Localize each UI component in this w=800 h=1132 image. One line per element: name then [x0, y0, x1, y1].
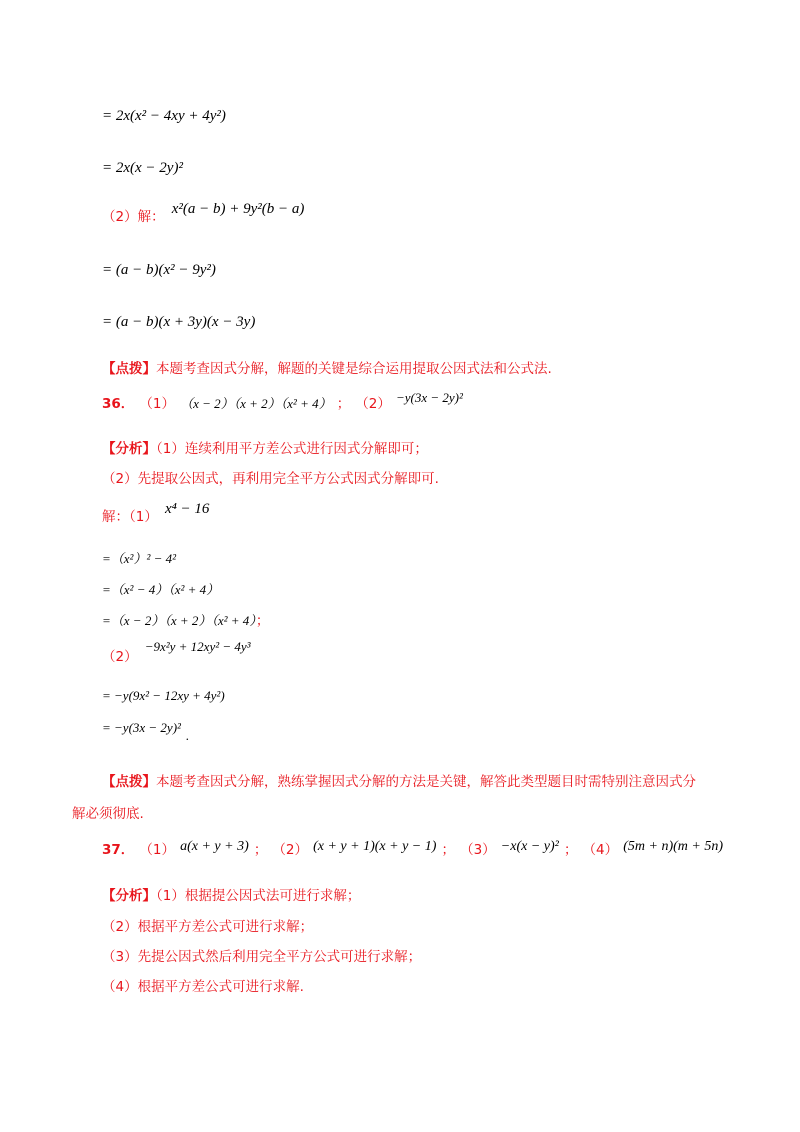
separator: ；: [255, 613, 270, 629]
part-label: （2）: [272, 842, 309, 858]
tip-tag: 【点拨】: [102, 361, 156, 377]
separator: ；: [253, 842, 268, 858]
part-label: （2）: [102, 649, 138, 665]
analysis-tag: 【分析】: [102, 441, 156, 457]
problem-expression: x²(a − b) + 9y²(b − a): [171, 201, 305, 217]
answer-line-36: [102, 392, 463, 412]
part-label: （1）: [139, 842, 175, 858]
analysis-text: （1）根据提公因式法可进行求解；: [156, 888, 361, 904]
tip-paragraph: [102, 357, 552, 377]
period: .: [186, 728, 190, 743]
step-line: [102, 609, 269, 629]
step-line: = (a − b)(x² − 9y²): [102, 262, 216, 278]
step-line: = 2x(x² − 4xy + 4y²): [102, 108, 226, 124]
question-number: 36．: [102, 396, 135, 412]
step-line: = (a − b)(x + 3y)(x − 3y): [102, 314, 256, 330]
step-expression: =（x − 2）（x + 2）（x² + 4）: [102, 613, 256, 628]
part-label: （4）: [582, 842, 619, 858]
question-number: 37．: [102, 842, 135, 858]
analysis-text: （1）连续利用平方差公式进行因式分解即可；: [156, 441, 428, 457]
answer-expression: (5m + n)(m + 5n): [623, 839, 723, 854]
tip-text: 本题考查因式分解，解题的关键是综合运用提取公因式法和公式法.: [156, 361, 552, 377]
analysis-tag: 【分析】: [102, 888, 156, 904]
analysis-text: （2）根据平方差公式可进行求解；: [102, 919, 314, 935]
tip-paragraph: [102, 770, 696, 790]
separator: ；: [441, 842, 455, 858]
separator: ；: [336, 396, 351, 412]
answer-expression: （x − 2）（x + 2）（x² + 4）: [180, 396, 332, 411]
answer-expression: a(x + y + 3): [180, 839, 249, 854]
step-expression: = −y(3x − 2y)²: [102, 720, 181, 735]
tip-tag: 【点拨】: [102, 774, 156, 790]
analysis-paragraph: [102, 437, 428, 457]
part-label: （2）: [355, 396, 391, 412]
step-line: = 2x(x − 2y)²: [102, 160, 183, 176]
step-line: =（x²）² − 4²: [102, 551, 177, 566]
tip-text: 解必须彻底.: [72, 806, 144, 822]
problem-expression: −9x²y + 12xy² − 4y³: [144, 639, 251, 654]
solution-label-line: [102, 639, 251, 665]
analysis-text: （3）先提公因式然后利用完全平方公式可进行求解；: [102, 949, 422, 965]
solution-label: 解：（1）: [102, 509, 158, 525]
part-label: （1）: [139, 396, 175, 412]
analysis-text: （2）先提取公因式，再利用完全平方公式因式分解即可.: [102, 471, 439, 487]
part-label: （3）: [460, 842, 496, 858]
step-line: = −y(9x² − 12xy + 4y²): [102, 688, 225, 703]
solution-label-line: [102, 201, 305, 226]
step-line: [102, 717, 190, 743]
answer-expression: −y(3x − 2y)²: [395, 390, 463, 405]
tip-text: 本题考查因式分解，熟练掌握因式分解的方法是关键，解答此类型题目时需特别注意因式分: [156, 774, 696, 790]
answer-line-37: [102, 838, 723, 859]
problem-expression: x⁴ − 16: [164, 501, 210, 517]
solution-label-line: [102, 501, 210, 526]
part-label: （2）解：: [102, 209, 165, 225]
separator: ；: [563, 842, 578, 858]
answer-expression: (x + y + 1)(x + y − 1): [313, 839, 437, 854]
analysis-paragraph: [102, 884, 360, 904]
answer-expression: −x(x − y)²: [500, 839, 559, 854]
analysis-text: （4）根据平方差公式可进行求解.: [102, 979, 304, 995]
step-line: =（x² − 4）（x² + 4）: [102, 582, 220, 597]
